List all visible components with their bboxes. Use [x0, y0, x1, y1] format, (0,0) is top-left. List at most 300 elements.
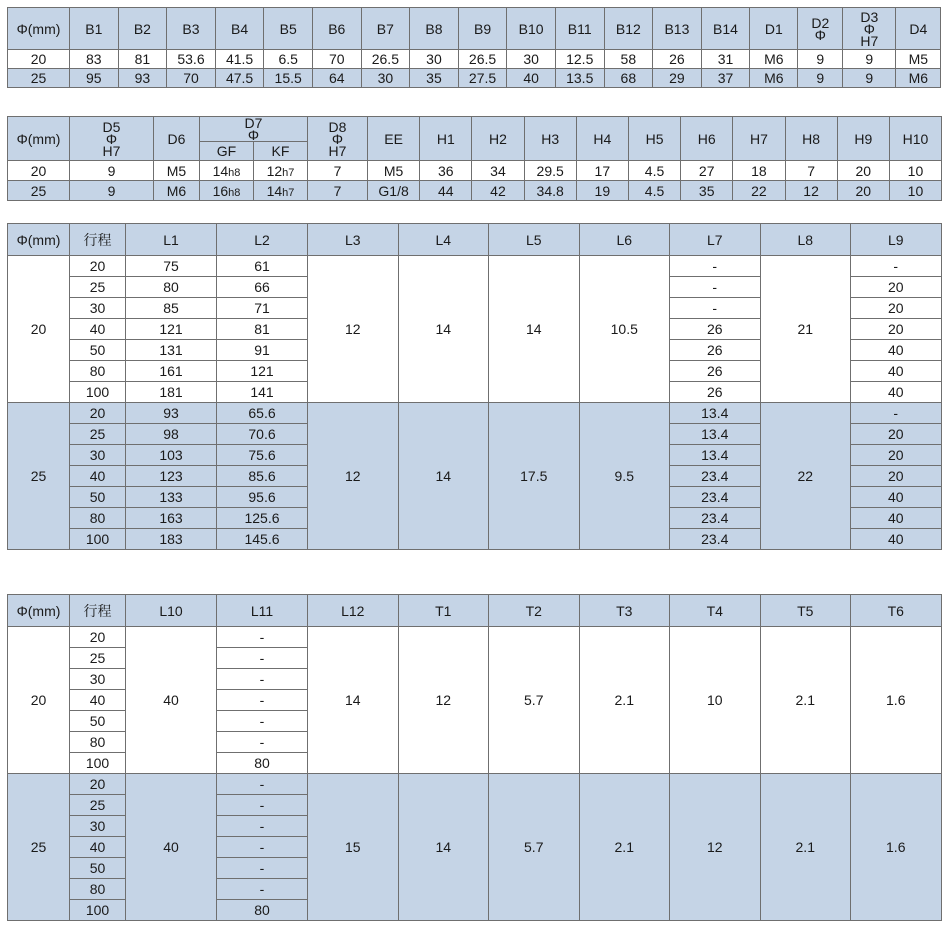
cell: 7 [308, 181, 368, 201]
dimension-table-h [7, 116, 942, 201]
cell-l9: 20 [851, 298, 942, 319]
cell: M5 [154, 161, 200, 181]
header-b9: B9 [458, 8, 507, 50]
header-phi: Φ(mm) [8, 8, 70, 50]
cell: 26.5 [361, 50, 410, 69]
header-stroke: 行程 [70, 224, 126, 256]
cell-l2: 85.6 [217, 466, 308, 487]
cell: 27 [681, 161, 733, 181]
cell-l2: 65.6 [217, 403, 308, 424]
cell-l7: 23.4 [670, 466, 761, 487]
cell-l2: 61 [217, 256, 308, 277]
header-ee: EE [368, 117, 420, 161]
cell-l9: 20 [851, 466, 942, 487]
cell-l9: 40 [851, 361, 942, 382]
header-d7-line2: Φ [247, 127, 260, 142]
cell: 81 [118, 50, 167, 69]
cell-l7: 26 [670, 382, 761, 403]
header-h10: H10 [889, 117, 941, 161]
cell-gf [200, 161, 254, 181]
cell-l7: 23.4 [670, 529, 761, 550]
cell: M5 [896, 50, 941, 69]
cell-l2: 121 [217, 361, 308, 382]
header-d7-line1: D7 [244, 116, 263, 131]
cell: M6 [750, 50, 798, 69]
cell-l1: 183 [126, 529, 217, 550]
cell-stroke: 80 [70, 732, 126, 753]
cell-l9: - [851, 256, 942, 277]
cell: 9 [70, 161, 154, 181]
cell-l7: - [670, 298, 761, 319]
cell: 26 [653, 50, 702, 69]
cell: 19 [576, 181, 628, 201]
cell-gf [200, 181, 254, 201]
header-d8-line1: D8 [328, 118, 347, 135]
cell: 41.5 [215, 50, 264, 69]
cell-stroke: 25 [70, 648, 126, 669]
cell-stroke: 25 [70, 277, 126, 298]
header-phi: Φ(mm) [8, 224, 70, 256]
cell: 7 [785, 161, 837, 181]
cell-stroke: 30 [70, 816, 126, 837]
cell-l7: 26 [670, 340, 761, 361]
header-b12: B12 [604, 8, 653, 50]
cell-l4: 14 [398, 403, 489, 550]
header-d3-line1: D3 [860, 8, 879, 25]
header-d8 [308, 117, 368, 161]
header-d5-line3: H7 [102, 142, 121, 159]
cell-t5: 2.1 [760, 627, 851, 774]
cell-l11: - [217, 816, 308, 837]
cell-stroke: 100 [70, 529, 126, 550]
cell-l3: 12 [308, 256, 399, 403]
cell: 20 [837, 161, 889, 181]
header-d7 [200, 117, 308, 142]
cell-stroke: 100 [70, 753, 126, 774]
cell: 36 [420, 161, 472, 181]
header-d2-line1: D2 [811, 14, 830, 31]
kf-value: 14 [266, 182, 283, 199]
header-h5: H5 [628, 117, 680, 161]
cell-l1: 98 [126, 424, 217, 445]
cell-l1: 161 [126, 361, 217, 382]
gf-value: 16 [212, 182, 229, 199]
cell-l9: 40 [851, 508, 942, 529]
cell: 35 [681, 181, 733, 201]
header-b3: B3 [167, 8, 216, 50]
cell: 58 [604, 50, 653, 69]
header-d6: D6 [154, 117, 200, 161]
cell: 12.5 [555, 50, 604, 69]
cell-l2: 75.6 [217, 445, 308, 466]
cell: 27.5 [458, 69, 507, 88]
cell-stroke: 30 [70, 298, 126, 319]
header-d5 [70, 117, 154, 161]
cell-kf [254, 181, 308, 201]
header-l11: L11 [217, 595, 308, 627]
cell-stroke: 25 [70, 795, 126, 816]
table-row [8, 181, 942, 201]
header-b14: B14 [701, 8, 750, 50]
header-t4: T4 [670, 595, 761, 627]
cell-l11: - [217, 627, 308, 648]
header-d3-line3: H7 [860, 32, 879, 49]
cell: 15.5 [264, 69, 313, 88]
cell-l2: 95.6 [217, 487, 308, 508]
header-h6: H6 [681, 117, 733, 161]
cell-l6: 10.5 [579, 256, 670, 403]
cell-l10: 40 [126, 627, 217, 774]
cell-stroke: 40 [70, 319, 126, 340]
cell-l11: - [217, 837, 308, 858]
cell-l8: 21 [760, 256, 851, 403]
cell-l11: - [217, 648, 308, 669]
cell-phi: 20 [8, 256, 70, 403]
cell: 25 [8, 69, 70, 88]
header-l7: L7 [670, 224, 761, 256]
cell-l9: 20 [851, 424, 942, 445]
cell-stroke: 40 [70, 466, 126, 487]
cell-l9: 40 [851, 340, 942, 361]
cell-l2: 145.6 [217, 529, 308, 550]
cell: 31 [701, 50, 750, 69]
cell-l2: 141 [217, 382, 308, 403]
cell-l9: 40 [851, 382, 942, 403]
cell-l11: - [217, 879, 308, 900]
header-l1: L1 [126, 224, 217, 256]
cell-l9: 40 [851, 529, 942, 550]
header-b5: B5 [264, 8, 313, 50]
cell-stroke: 30 [70, 445, 126, 466]
cell-t1: 12 [398, 627, 489, 774]
cell: G1/8 [368, 181, 420, 201]
header-b13: B13 [653, 8, 702, 50]
header-l6: L6 [579, 224, 670, 256]
cell-l10: 40 [126, 774, 217, 921]
cell-l1: 131 [126, 340, 217, 361]
cell: 26.5 [458, 50, 507, 69]
cell-phi: 20 [8, 627, 70, 774]
cell-t4: 10 [670, 627, 761, 774]
cell-stroke: 100 [70, 382, 126, 403]
cell-l11: - [217, 858, 308, 879]
header-t3: T3 [579, 595, 670, 627]
cell-l11: - [217, 774, 308, 795]
header-b7: B7 [361, 8, 410, 50]
header-d3-line2: Φ [863, 20, 875, 37]
cell-l7: 13.4 [670, 445, 761, 466]
cell-l1: 75 [126, 256, 217, 277]
cell-stroke: 80 [70, 361, 126, 382]
cell: 47.5 [215, 69, 264, 88]
cell-l7: 13.4 [670, 403, 761, 424]
cell-t2: 5.7 [489, 774, 580, 921]
cell-t2: 5.7 [489, 627, 580, 774]
cell: 83 [70, 50, 119, 69]
table-row [8, 403, 942, 424]
cell-stroke: 20 [70, 256, 126, 277]
cell: M6 [896, 69, 941, 88]
cell-t1: 14 [398, 774, 489, 921]
cell: 13.5 [555, 69, 604, 88]
cell: M6 [750, 69, 798, 88]
cell-l3: 12 [308, 403, 399, 550]
header-b8: B8 [410, 8, 459, 50]
cell-kf [254, 161, 308, 181]
cell-l1: 85 [126, 298, 217, 319]
dimension-table-b [7, 7, 941, 88]
cell-stroke: 50 [70, 858, 126, 879]
cell-l11: - [217, 669, 308, 690]
header-l3: L3 [308, 224, 399, 256]
cell-t6: 1.6 [851, 774, 942, 921]
table-header-row [8, 595, 942, 627]
cell: 95 [70, 69, 119, 88]
group-phi-20 [8, 256, 942, 403]
cell: 42 [472, 181, 524, 201]
cell: 93 [118, 69, 167, 88]
header-t1: T1 [398, 595, 489, 627]
header-b2: B2 [118, 8, 167, 50]
cell-l5: 14 [489, 256, 580, 403]
cell-l2: 70.6 [217, 424, 308, 445]
header-h1: H1 [420, 117, 472, 161]
header-b11: B11 [555, 8, 604, 50]
header-stroke: 行程 [70, 595, 126, 627]
cell: M5 [368, 161, 420, 181]
cell: 20 [8, 161, 70, 181]
cell-l11: - [217, 711, 308, 732]
header-d8-line3: H7 [328, 142, 347, 159]
cell-l11: - [217, 732, 308, 753]
cell-l1: 123 [126, 466, 217, 487]
cell-t5: 2.1 [760, 774, 851, 921]
cell: 29.5 [524, 161, 576, 181]
cell: 30 [361, 69, 410, 88]
dimension-table-t [7, 594, 942, 921]
header-d1: D1 [750, 8, 798, 50]
cell-l9: 20 [851, 319, 942, 340]
cell-stroke: 30 [70, 669, 126, 690]
cell-l1: 93 [126, 403, 217, 424]
cell-l7: 13.4 [670, 424, 761, 445]
cell-l2: 66 [217, 277, 308, 298]
cell-l2: 125.6 [217, 508, 308, 529]
header-l10: L10 [126, 595, 217, 627]
cell-stroke: 50 [70, 487, 126, 508]
cell: 53.6 [167, 50, 216, 69]
gf-tolerance: h8 [228, 166, 241, 179]
group-phi-25 [8, 774, 942, 921]
cell: 4.5 [628, 181, 680, 201]
cell-stroke: 80 [70, 508, 126, 529]
kf-tolerance: h7 [282, 166, 295, 179]
cell: 9 [843, 69, 896, 88]
cell-stroke: 50 [70, 711, 126, 732]
cell: 44 [420, 181, 472, 201]
dimension-table-l [7, 223, 942, 550]
header-l4: L4 [398, 224, 489, 256]
cell-l1: 163 [126, 508, 217, 529]
cell-l9: 40 [851, 487, 942, 508]
header-l2: L2 [217, 224, 308, 256]
cell: 37 [701, 69, 750, 88]
header-d8-line2: Φ [331, 130, 344, 147]
cell: 34.8 [524, 181, 576, 201]
cell-l8: 22 [760, 403, 851, 550]
cell-stroke: 20 [70, 774, 126, 795]
cell-stroke: 20 [70, 403, 126, 424]
table-row [8, 69, 941, 88]
table-row [8, 161, 942, 181]
header-l5: L5 [489, 224, 580, 256]
header-h9: H9 [837, 117, 889, 161]
header-t6: T6 [851, 595, 942, 627]
cell-stroke: 20 [70, 627, 126, 648]
cell: 40 [507, 69, 556, 88]
cell-l9: 20 [851, 445, 942, 466]
header-d2 [798, 8, 843, 50]
cell-l7: - [670, 277, 761, 298]
kf-value: 12 [266, 162, 283, 179]
cell-t6: 1.6 [851, 627, 942, 774]
header-kf: KF [254, 142, 308, 161]
header-l12: L12 [308, 595, 399, 627]
cell: 6.5 [264, 50, 313, 69]
kf-tolerance: h7 [282, 186, 295, 199]
cell: 9 [798, 50, 843, 69]
table-row [8, 50, 941, 69]
cell-stroke: 40 [70, 690, 126, 711]
cell-l1: 181 [126, 382, 217, 403]
cell: 34 [472, 161, 524, 181]
cell-l2: 81 [217, 319, 308, 340]
header-h4: H4 [576, 117, 628, 161]
cell: 35 [410, 69, 459, 88]
cell-stroke: 40 [70, 837, 126, 858]
cell-l7: - [670, 256, 761, 277]
cell: 25 [8, 181, 70, 201]
cell: 9 [70, 181, 154, 201]
cell-l11: 80 [217, 900, 308, 921]
cell-stroke: 25 [70, 424, 126, 445]
cell: 68 [604, 69, 653, 88]
header-d3 [843, 8, 896, 50]
table-header-row [8, 8, 941, 50]
cell-l7: 23.4 [670, 487, 761, 508]
cell-l1: 133 [126, 487, 217, 508]
cell-l6: 9.5 [579, 403, 670, 550]
table-row [8, 774, 942, 795]
cell-l11: 80 [217, 753, 308, 774]
cell-phi: 25 [8, 403, 70, 550]
table-header-row [8, 117, 942, 142]
cell-l9: 20 [851, 277, 942, 298]
cell: 17 [576, 161, 628, 181]
header-l8: L8 [760, 224, 851, 256]
cell-l2: 71 [217, 298, 308, 319]
header-t2: T2 [489, 595, 580, 627]
cell-l7: 26 [670, 319, 761, 340]
cell: 18 [733, 161, 785, 181]
cell: 10 [889, 181, 941, 201]
cell-l2: 91 [217, 340, 308, 361]
cell-l11: - [217, 690, 308, 711]
cell: 12 [785, 181, 837, 201]
group-phi-25 [8, 403, 942, 550]
cell: 70 [312, 50, 361, 69]
cell: 9 [798, 69, 843, 88]
cell-l1: 121 [126, 319, 217, 340]
cell: 70 [167, 69, 216, 88]
cell: 30 [507, 50, 556, 69]
cell: 10 [889, 161, 941, 181]
cell-phi: 25 [8, 774, 70, 921]
cell-l4: 14 [398, 256, 489, 403]
header-l9: L9 [851, 224, 942, 256]
cell-stroke: 50 [70, 340, 126, 361]
cell-l7: 23.4 [670, 508, 761, 529]
cell: M6 [154, 181, 200, 201]
header-d4: D4 [896, 8, 941, 50]
cell: 4.5 [628, 161, 680, 181]
cell: 9 [843, 50, 896, 69]
header-d2-line2: Φ [814, 26, 826, 43]
cell-t3: 2.1 [579, 774, 670, 921]
header-h7: H7 [733, 117, 785, 161]
header-d5-line2: Φ [105, 130, 118, 147]
header-d5-line1: D5 [102, 118, 121, 135]
header-b6: B6 [312, 8, 361, 50]
header-b1: B1 [70, 8, 119, 50]
cell-l5: 17.5 [489, 403, 580, 550]
header-gf: GF [200, 142, 254, 161]
cell: 30 [410, 50, 459, 69]
cell-t3: 2.1 [579, 627, 670, 774]
header-h2: H2 [472, 117, 524, 161]
cell-t4: 12 [670, 774, 761, 921]
cell-l9: - [851, 403, 942, 424]
header-t5: T5 [760, 595, 851, 627]
header-phi: Φ(mm) [8, 595, 70, 627]
cell-stroke: 80 [70, 879, 126, 900]
table-header-row [8, 224, 942, 256]
cell-l7: 26 [670, 361, 761, 382]
cell: 20 [8, 50, 70, 69]
cell: 20 [837, 181, 889, 201]
cell: 29 [653, 69, 702, 88]
header-b10: B10 [507, 8, 556, 50]
cell-l12: 15 [308, 774, 399, 921]
cell: 64 [312, 69, 361, 88]
header-h3: H3 [524, 117, 576, 161]
table-row [8, 256, 942, 277]
header-phi: Φ(mm) [8, 117, 70, 161]
header-b4: B4 [215, 8, 264, 50]
group-phi-20 [8, 627, 942, 774]
cell: 22 [733, 181, 785, 201]
cell-stroke: 100 [70, 900, 126, 921]
header-h8: H8 [785, 117, 837, 161]
cell: 7 [308, 161, 368, 181]
cell-l1: 103 [126, 445, 217, 466]
cell-l1: 80 [126, 277, 217, 298]
gf-tolerance: h8 [228, 186, 241, 199]
cell-l11: - [217, 795, 308, 816]
table-row [8, 627, 942, 648]
gf-value: 14 [212, 162, 229, 179]
cell-l12: 14 [308, 627, 399, 774]
